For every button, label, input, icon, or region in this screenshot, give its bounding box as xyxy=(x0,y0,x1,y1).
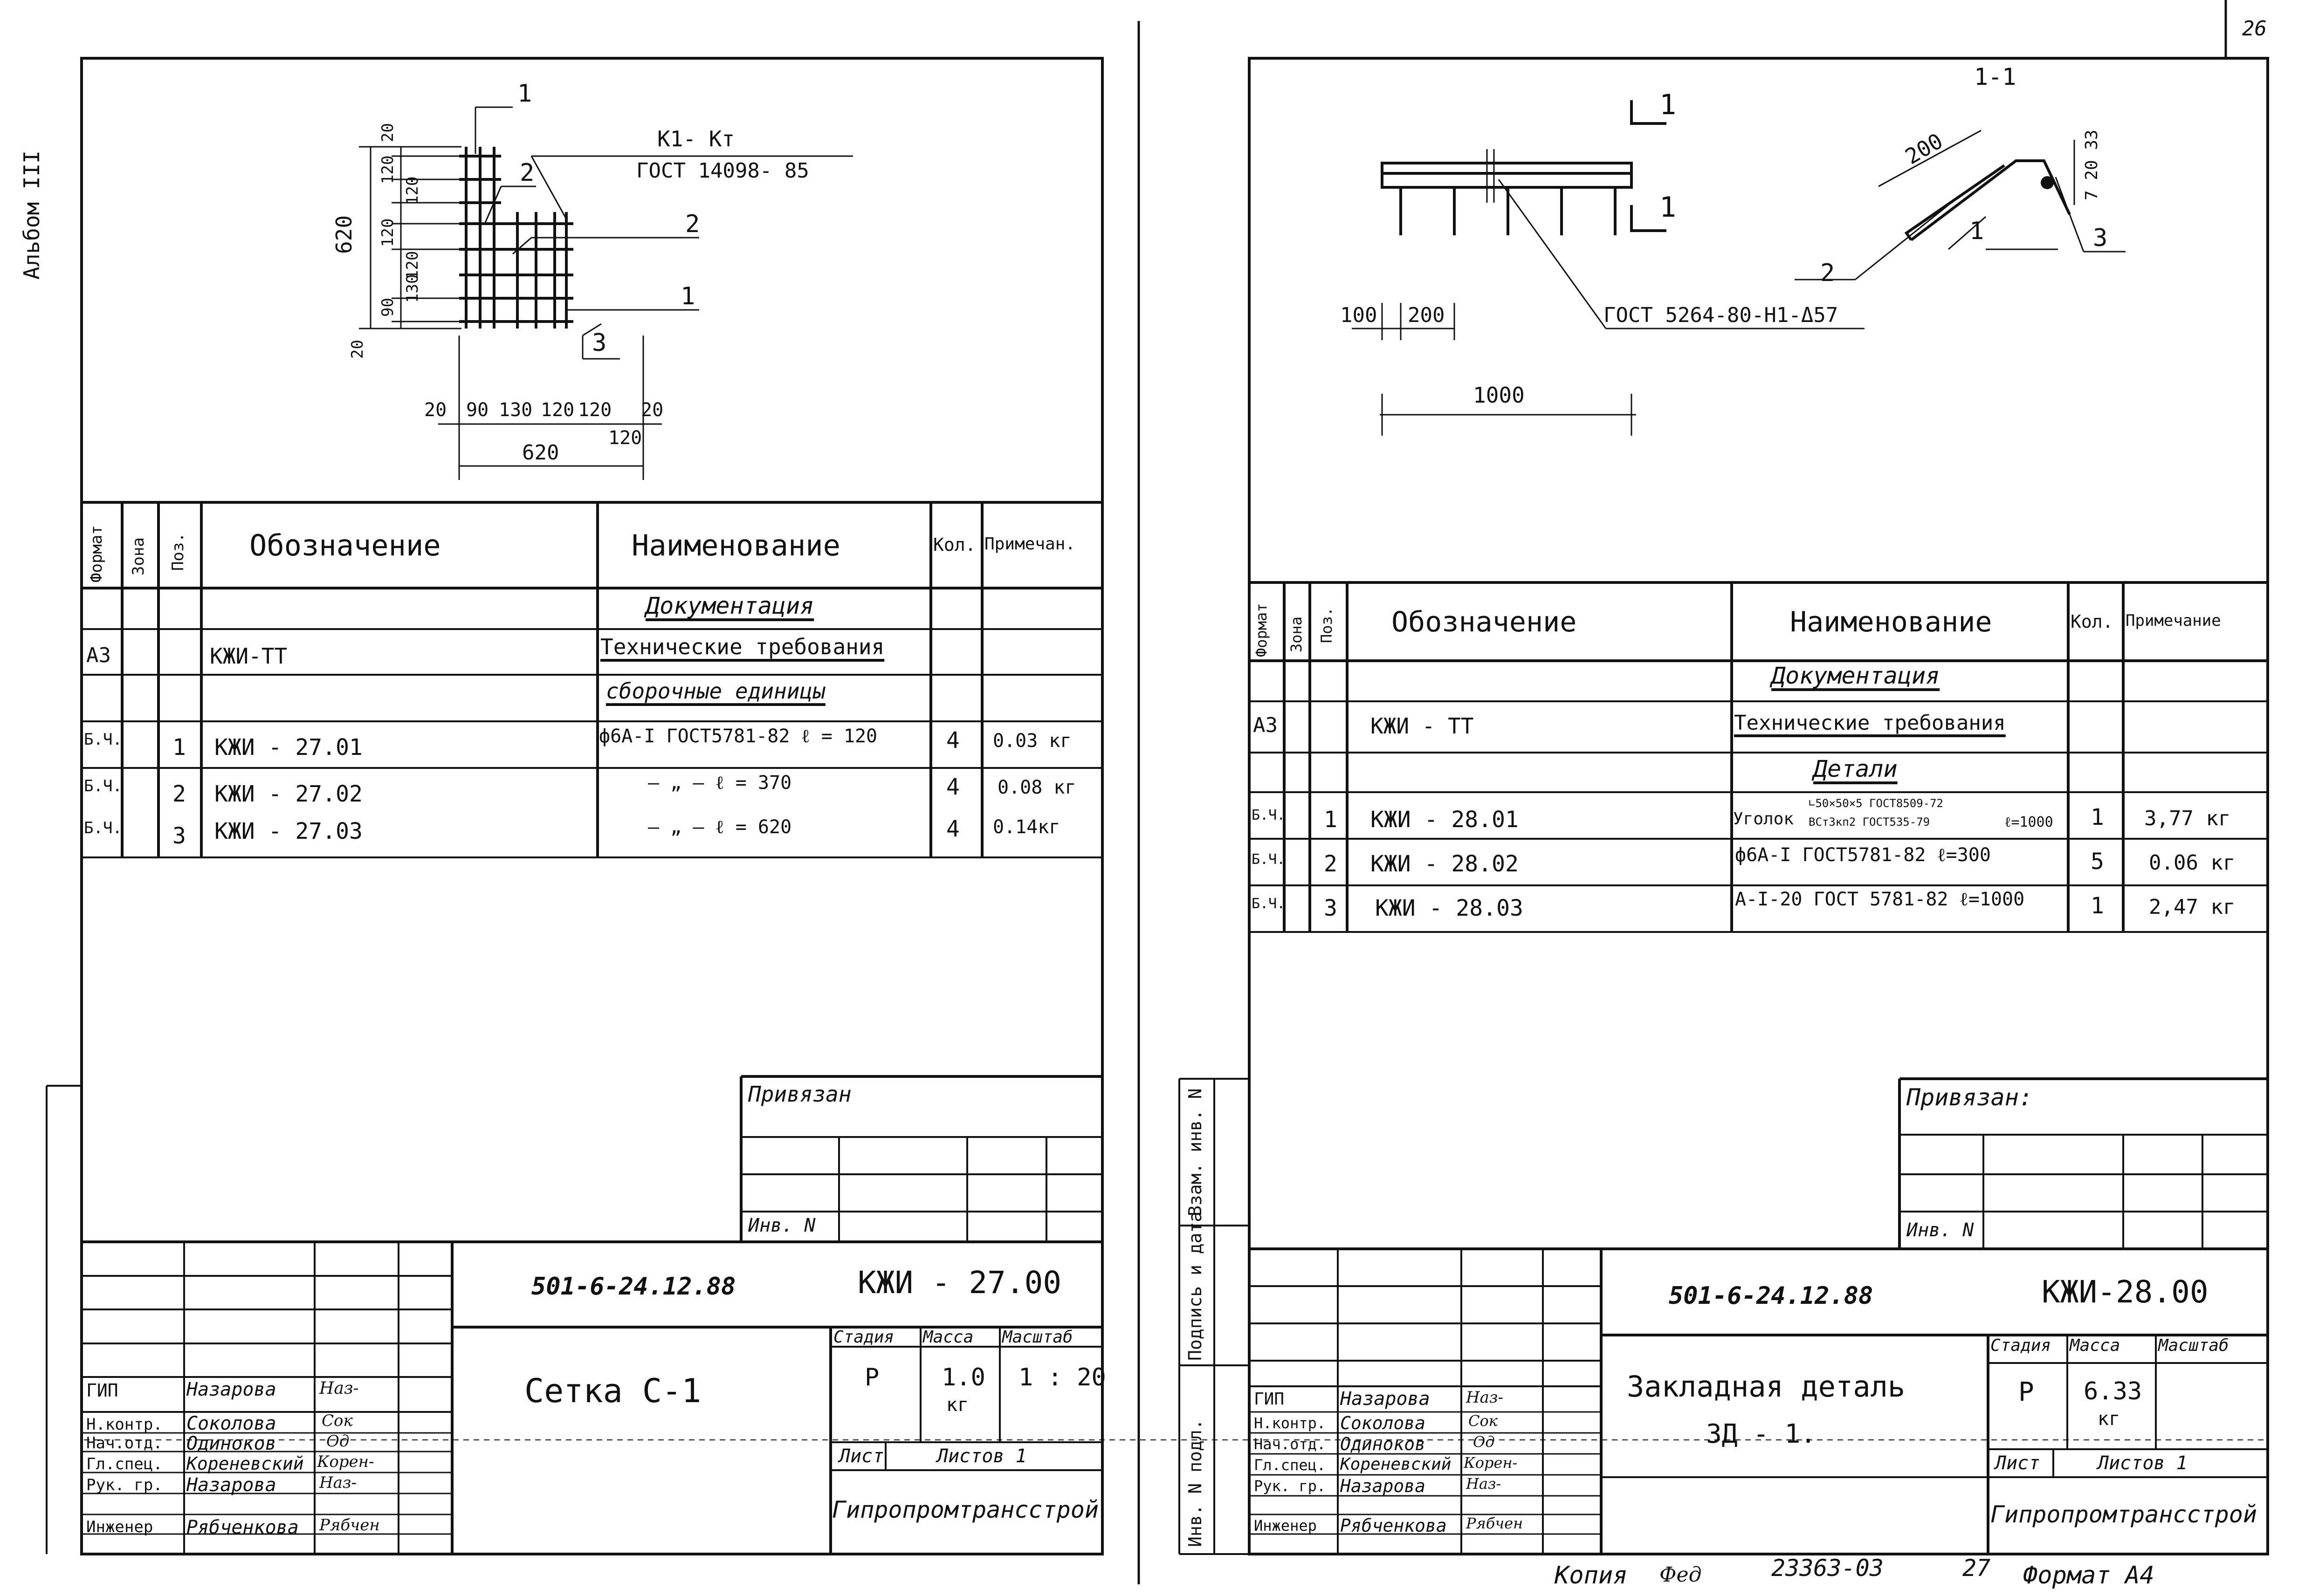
footer-doc-no: 23363-03 xyxy=(1771,1555,1884,1582)
row-format: Б.Ч. xyxy=(84,819,122,837)
staff-signature: Наз- xyxy=(319,1379,359,1398)
album-label: Альбом III xyxy=(19,151,44,280)
cut-mark-top: 1 xyxy=(1659,89,1677,121)
row-pos: 3 xyxy=(172,823,186,849)
footer-format: Формат А4 xyxy=(2023,1562,2154,1589)
project-code: 501-6-24.12.88 xyxy=(1669,1282,1873,1310)
mark-2-right: 2 xyxy=(685,210,700,238)
dim-1000: 1000 xyxy=(1473,383,1525,408)
row-name: ф6А-I ГОСТ5781-82 ℓ = 120 xyxy=(599,726,878,747)
stage-label: Стадия xyxy=(833,1328,895,1347)
staff-role: Н.контр. xyxy=(1254,1414,1326,1432)
row-name: А-I-20 ГОСТ 5781-82 ℓ=1000 xyxy=(1735,889,2025,910)
drawing-title-2: ЗД - 1. xyxy=(1706,1419,1817,1449)
row-format: Б.Ч. xyxy=(84,777,122,795)
mass-label: Масса xyxy=(2070,1336,2120,1355)
side-label-orig-inv: Инв. N подл. xyxy=(1185,1419,1205,1547)
dim-100: 100 xyxy=(1340,303,1377,327)
leader-standard: ГОСТ 5264-80-Н1-Δ57 xyxy=(1603,303,1838,327)
staff-signature: Корен- xyxy=(317,1452,374,1471)
privyazan-label: Привязан: xyxy=(1906,1084,2033,1111)
dim-v-7: 20 xyxy=(348,340,367,359)
row-name-top: ∟50×50×5 ГОСТ8509-72 xyxy=(1809,797,1943,810)
sheets-label: Листов 1 xyxy=(937,1445,1027,1467)
hdr-zone: Зона xyxy=(129,537,148,575)
cut-mark-bottom: 1 xyxy=(1659,191,1677,224)
stage-value: Р xyxy=(2018,1377,2034,1407)
staff-name: Рябченкова xyxy=(1340,1515,1447,1536)
staff-signature: Наз- xyxy=(1466,1388,1503,1407)
scale-label: Масштаб xyxy=(1002,1328,1073,1347)
hdr-pos: Поз. xyxy=(169,533,187,571)
sheet-label: Лист xyxy=(1995,1452,2040,1474)
row-format: Б.Ч. xyxy=(1252,851,1286,868)
staff-role: Нач.отд. xyxy=(1254,1435,1326,1453)
row-name: — „ — ℓ = 620 xyxy=(648,816,792,838)
footer-copy-sign: Фед xyxy=(1659,1563,1702,1587)
project-code: 501-6-24.12.88 xyxy=(531,1273,736,1301)
row-pos: 1 xyxy=(1324,807,1337,833)
dim-h-3: 120 xyxy=(541,399,575,421)
staff-name: Назарова xyxy=(186,1379,276,1400)
section-docs: Документация xyxy=(646,592,814,619)
drawing-title: Сетка С-1 xyxy=(524,1372,702,1410)
staff-role: Рук. гр. xyxy=(1254,1477,1326,1495)
dim-v-5: 130 xyxy=(403,274,422,303)
mark-2: 2 xyxy=(1820,259,1835,287)
staff-role: Инженер xyxy=(1254,1517,1317,1534)
staff-role: ГИП xyxy=(86,1380,118,1401)
row-note: 0.14кг xyxy=(993,816,1060,838)
dim-v-1: 120 xyxy=(378,155,397,184)
mark-2: 2 xyxy=(520,159,535,187)
drawing-code: КЖИ - 27.00 xyxy=(858,1265,1062,1301)
row-name-bottom: ВСт3кп2 ГОСТ535-79 xyxy=(1809,815,1930,829)
scale-label: Масштаб xyxy=(2158,1336,2229,1355)
dim-v-6: 90 xyxy=(378,298,397,317)
row-designation: КЖИ - 28.02 xyxy=(1370,851,1519,877)
hdr-pos: Поз. xyxy=(1318,607,1335,643)
dim-h-5: 20 xyxy=(641,399,664,421)
staff-signature: Корен- xyxy=(1464,1454,1518,1472)
row-designation: КЖИ - 27.01 xyxy=(214,734,363,760)
staff-role: ГИП xyxy=(1254,1390,1285,1409)
mark-3: 3 xyxy=(592,329,607,357)
dim-total-h: 620 xyxy=(522,441,559,465)
hdr-name: Наименование xyxy=(1790,606,1992,638)
row-note: 0.08 кг xyxy=(998,777,1076,798)
staff-name: Назарова xyxy=(1340,1388,1430,1410)
staff-role: Рук. гр. xyxy=(86,1476,163,1494)
mass-label: Масса xyxy=(923,1328,974,1347)
dim-v-3: 120 xyxy=(378,218,397,247)
dim-v-0: 20 xyxy=(378,123,397,142)
row-designation: КЖИ - 28.03 xyxy=(1375,895,1523,921)
row-designation: КЖИ - 27.03 xyxy=(214,818,363,844)
drawing-title-1: Закладная деталь xyxy=(1627,1370,1906,1404)
doc-designation: КЖИ-ТТ xyxy=(210,644,288,669)
dims-side: 7 20 33 xyxy=(2082,130,2101,200)
mark-1-right: 1 xyxy=(681,282,695,310)
doc-name-2: сборочные единицы xyxy=(606,678,826,704)
sheets-label: Листов 1 xyxy=(2098,1452,2188,1474)
staff-name: Одиноков xyxy=(1340,1434,1426,1454)
row-qty: 1 xyxy=(2091,804,2104,830)
sheet-label: Лист xyxy=(839,1445,884,1467)
row-note: 0.06 кг xyxy=(2149,851,2236,875)
doc-designation: КЖИ - ТТ xyxy=(1370,713,1474,739)
dim-200: 200 xyxy=(1408,303,1445,327)
stage-value: Р xyxy=(865,1363,880,1391)
stage-label: Стадия xyxy=(1990,1336,2051,1355)
section-title: 1-1 xyxy=(1974,63,2016,90)
mass-unit: кг xyxy=(2098,1408,2120,1430)
row-note: 0.03 кг xyxy=(993,730,1072,752)
footer-copy: Копия xyxy=(1555,1562,1628,1589)
side-label-sign-date: Подпись и дата xyxy=(1185,1211,1205,1361)
dim-h-4: 120 xyxy=(578,399,612,421)
row-format: Б.Ч. xyxy=(84,730,122,749)
footer-page: 27 xyxy=(1962,1555,1991,1582)
dim-h-0: 20 xyxy=(424,399,447,421)
hdr-zone: Зона xyxy=(1287,616,1305,652)
dim-h-2: 130 xyxy=(499,399,533,421)
hdr-designation: Обозначение xyxy=(1391,606,1577,638)
doc-name: Технические требования xyxy=(1734,711,2006,735)
staff-signature: Од xyxy=(326,1432,350,1451)
section-docs: Документация xyxy=(1771,662,1940,689)
row-note: 3,77 кг xyxy=(2144,807,2231,830)
row-name-len: ℓ=1000 xyxy=(2004,814,2053,830)
staff-role: Нач.отд. xyxy=(86,1434,163,1452)
staff-signature: Наз- xyxy=(1466,1475,1501,1493)
row-qty: 4 xyxy=(946,774,960,800)
dim-small-h: 120 xyxy=(608,427,642,449)
staff-signature: Рябчен xyxy=(319,1516,380,1534)
staff-signature: Сок xyxy=(322,1411,353,1430)
staff-name: Назарова xyxy=(1340,1476,1426,1496)
staff-name: Соколова xyxy=(1340,1413,1426,1433)
dim-h-1: 90 xyxy=(466,399,489,421)
staff-signature: Наз- xyxy=(319,1473,357,1492)
staff-name: Соколова xyxy=(186,1413,276,1434)
row-qty: 4 xyxy=(946,816,960,842)
dim-total-vertical: 620 xyxy=(331,215,357,254)
dim-v-2: 120 xyxy=(403,176,422,205)
scale-value: 1 : 20 xyxy=(1018,1363,1106,1391)
mass-value: 6.33 xyxy=(2084,1377,2142,1405)
row-format: Б.Ч. xyxy=(1252,807,1286,823)
row-pos: 1 xyxy=(172,734,186,760)
staff-signature: Сок xyxy=(1468,1412,1498,1430)
row-pos: 3 xyxy=(1324,895,1337,921)
page-number: 26 xyxy=(2242,17,2267,41)
row-designation: КЖИ - 27.02 xyxy=(214,781,363,807)
hdr-name: Наименование xyxy=(632,528,840,562)
mass-unit: кг xyxy=(946,1394,969,1416)
leader-label: К1- Кт xyxy=(657,126,735,151)
row-designation: КЖИ - 28.01 xyxy=(1370,807,1519,833)
row-qty: 4 xyxy=(946,727,960,753)
side-label-replace: Взам. инв. N xyxy=(1185,1088,1205,1216)
staff-name: Назарова xyxy=(186,1474,276,1496)
dim-v-4: 120 xyxy=(403,251,422,280)
section-details: Детали xyxy=(1813,755,1898,782)
row-qty: 1 xyxy=(2091,893,2104,919)
row-pos: 2 xyxy=(172,781,186,807)
staff-name: Кореневский xyxy=(186,1453,304,1474)
organization: Гипропромтрансстрой xyxy=(1990,1501,2257,1528)
drawing-code: КЖИ-28.00 xyxy=(2042,1274,2209,1310)
staff-name: Одиноков xyxy=(186,1433,276,1454)
mark-3: 3 xyxy=(2093,224,2108,252)
staff-role: Гл.спец. xyxy=(86,1455,163,1473)
mass-value: 1.0 xyxy=(942,1363,985,1391)
staff-role: Инженер xyxy=(86,1518,153,1536)
privyazan-label: Привязан xyxy=(748,1082,852,1107)
hdr-qty: Кол. xyxy=(933,534,976,555)
doc-format: А3 xyxy=(86,644,111,667)
hdr-note: Примечан. xyxy=(984,534,1076,554)
inv-no-label: Инв. N xyxy=(748,1215,816,1236)
inv-no-label: Инв. N xyxy=(1906,1219,1974,1241)
dim-200-angled: 200 xyxy=(1901,128,1947,170)
leader-standard: ГОСТ 14098- 85 xyxy=(636,159,809,183)
row-format: Б.Ч. xyxy=(1252,896,1286,912)
hdr-format: Формат xyxy=(87,525,106,582)
mark-1-top: 1 xyxy=(517,80,532,108)
hdr-designation: Обозначение xyxy=(249,528,441,562)
row-note: 2,47 кг xyxy=(2149,895,2236,919)
hdr-qty: Кол. xyxy=(2071,611,2113,632)
staff-name: Рябченкова xyxy=(186,1517,299,1538)
hdr-format: Формат xyxy=(1252,603,1270,657)
staff-role: Н.контр. xyxy=(86,1415,163,1434)
organization: Гипропромтрансстрой xyxy=(832,1496,1099,1523)
row-qty: 5 xyxy=(2091,849,2104,875)
row-name: ф6А-I ГОСТ5781-82 ℓ=300 xyxy=(1735,844,1991,866)
staff-signature: Рябчен xyxy=(1466,1514,1523,1532)
staff-signature: Од xyxy=(1473,1433,1495,1451)
staff-name: Кореневский xyxy=(1340,1455,1452,1474)
doc-format: А3 xyxy=(1253,713,1278,737)
staff-role: Гл.спец. xyxy=(1254,1456,1326,1474)
row-name: — „ — ℓ = 370 xyxy=(648,772,792,794)
doc-name-1: Технические требования xyxy=(600,634,885,659)
row-name-main: Уголок xyxy=(1733,809,1794,829)
hdr-note: Примечание xyxy=(2126,611,2221,630)
mark-1: 1 xyxy=(1969,217,1984,245)
row-pos: 2 xyxy=(1324,851,1337,877)
